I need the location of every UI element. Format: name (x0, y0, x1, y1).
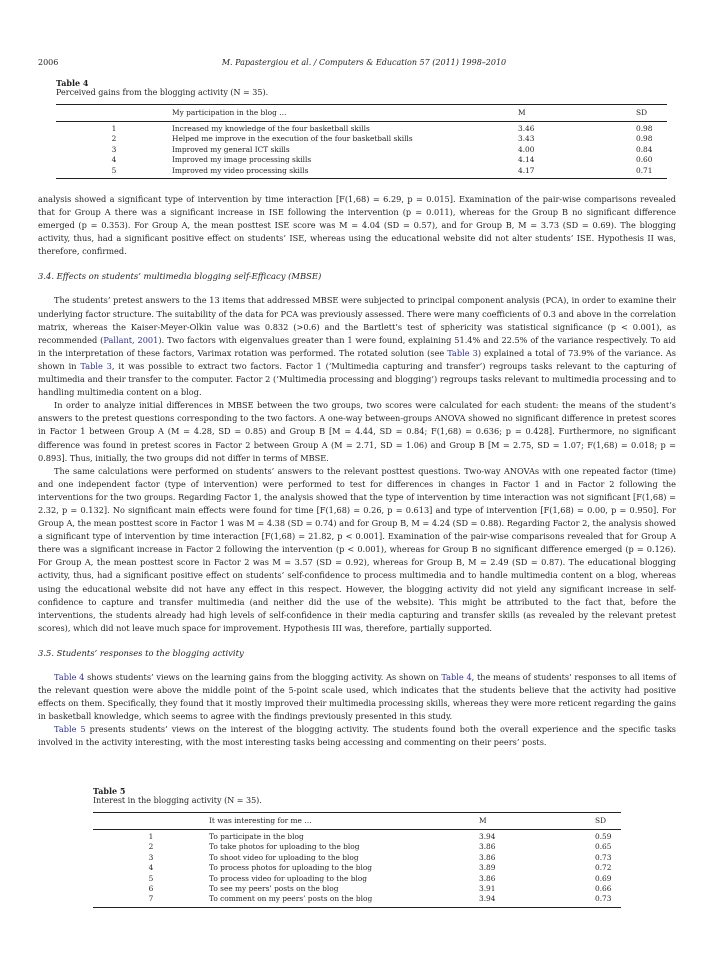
table-cell: 4.00 (518, 144, 535, 154)
table-row (93, 874, 621, 884)
table-cell: 0.65 (595, 842, 612, 852)
table-row (93, 853, 621, 863)
table-cell: 3.86 (479, 873, 496, 883)
table-5-header-cell: SD (595, 813, 621, 830)
table-row (93, 863, 621, 873)
table-cell: 0.73 (595, 894, 621, 907)
table-cell: 3.94 (479, 832, 496, 841)
paragraph-text: ) explained a total of 73.9% of the variance. As shown in (38, 347, 676, 371)
table-cell: 2 (148, 842, 154, 852)
paragraph: In order to analyze initial differences in MBSE between the two groups, two scores were calculated for each student: the means of the student’s answers to the pretest questions corresponding to the two factors. A one-way between-groups ANOVA showed no significant difference in pretest scores in Factor 1 between Group A (M = 4.28, SD = 0.85) and Group B [M = 4.44, SD = 0.84; F(1,68) = 0.636; p = 0.428]. Furthermore, no significant difference was found in pretest scores in Factor 2 between Group A (M = 2.71, SD = 1.06) and Group B [M = 2.75, SD = 1.07; F(1,68) = 0.018; p = 0.893]. Thus, initially, the two groups did not differ in terms of MBSE. (38, 400, 676, 463)
table-cell: To process video for uploading to the blog (209, 873, 367, 883)
table-cell: To see my peers’ posts on the blog (209, 884, 339, 894)
table-row (93, 894, 621, 907)
table-4-caption (56, 78, 667, 98)
table-cell: 0.69 (595, 873, 612, 883)
table-4-grid (56, 104, 667, 179)
journal-reference: M. Papastergiou et al. / Computers & Education 57 (2011) 1998–2010 (221, 58, 507, 67)
table-4-header-cell (56, 105, 172, 122)
table-5 (93, 786, 621, 908)
table-cell: 3 (148, 852, 154, 862)
table-cell: 7 (93, 894, 209, 907)
table-cell: 0.73 (595, 852, 612, 862)
section-heading-3-4: 3.4. Effects on students’ multimedia blogging self-Efficacy (MBSE) (38, 271, 322, 282)
paragraph-text: presents students’ views on the interest of the blogging activity. The students found both the overall experience and the specific tasks involved in the activity interesting, with the most interesting tasks being accessing and commenting on their peers’ posts. (38, 724, 676, 748)
table-cell: 4 (148, 863, 154, 873)
paragraph (38, 294, 676, 399)
table-5-title: Interest in the blogging activity (N = 35). (93, 796, 262, 805)
table-cell: 1 (148, 832, 154, 841)
table-5-header-cell: M (479, 813, 595, 830)
table-4-title: Perceived gains from the blogging activity (N = 35). (56, 88, 269, 97)
table-cell: 0.71 (636, 166, 667, 179)
table-4-header-cell: M (518, 105, 636, 122)
table-row (93, 884, 621, 894)
paragraph (38, 723, 676, 749)
table-5-grid (93, 812, 621, 908)
table-cell: To participate in the blog (209, 832, 304, 841)
table-cell: 4.14 (518, 155, 535, 165)
table-cell: 6 (148, 884, 154, 894)
table-5-caption (93, 786, 621, 806)
table-row (93, 842, 621, 852)
paragraph-text: shows students’ views on the learning gains from the blogging activity. As shown on (84, 671, 442, 682)
table-row (93, 830, 621, 843)
table-cell: To take photos for uploading to the blog (209, 842, 360, 852)
table-3-link[interactable]: Table 3 (80, 360, 112, 371)
table-cell: 3.43 (518, 134, 535, 144)
citation-link[interactable]: Pallant, 2001 (103, 334, 159, 345)
table-4 (56, 78, 667, 179)
table-4-link[interactable]: Table 4 (54, 671, 85, 682)
table-cell: 3 (111, 144, 117, 154)
table-cell: 3.86 (479, 842, 496, 852)
paragraph-text: The students’ pretest answers to the 13 items that addressed MBSE were subjected to principal component analysis (PCA), in order to examine their underlying factor structure. The suitability of the data for PCA was previously assessed. There were many coefficients of 0.3 and above in the correlation matrix, whereas the Kaiser-Meyer-Olkin value was 0.832 (>0.6) and the Bartlett’s test of sphericity was statistical significance (p < 0.001), as recommended ( (38, 295, 676, 345)
table-cell: 3.89 (479, 863, 496, 873)
table-cell: To comment on my peers’ posts on the blog (209, 894, 479, 907)
table-5-label: Table 5 (93, 786, 126, 796)
paragraph-text: ). Two factors with eigenvalues greater than 1 were found, explaining 51.4% and 22.5% of the variance respectively. To aid in the interpretation of these factors, Varimax rotation was performed. The rotated solution (see (38, 334, 676, 358)
table-cell: 0.98 (636, 124, 653, 133)
table-row (56, 145, 667, 155)
section-heading-3-5: 3.5. Students’ responses to the blogging activity (38, 647, 244, 658)
table-4-header-cell: SD (636, 105, 667, 122)
table-cell: 3.94 (479, 894, 595, 907)
table-5-header-cell: It was interesting for me … (209, 813, 479, 830)
table-3-link[interactable]: Table 3 (447, 347, 478, 358)
table-cell: 4.17 (518, 166, 636, 179)
paragraph (38, 671, 676, 723)
table-cell: 4 (111, 155, 117, 165)
table-cell: 3.46 (518, 124, 535, 133)
table-5-header-cell (93, 813, 209, 830)
table-cell: To shoot video for uploading to the blog (209, 852, 359, 862)
table-4-header-cell: My participation in the blog … (172, 105, 518, 122)
table-cell: To process photos for uploading to the blog (209, 863, 373, 873)
table-cell: 5 (56, 166, 172, 179)
table-cell: Improved my video processing skills (172, 166, 518, 179)
table-cell: 0.98 (636, 134, 653, 144)
table-cell: 0.59 (595, 832, 612, 841)
paragraph-text: , it was possible to extract two factors. Factor 1 (‘Multimedia capturing and transfer’) regroups tasks relevant to the capturing of multimedia and their transfer to the computer. Factor 2 (‘Multimedia processing and blogging’) regroups tasks relevant to multimedia processing and to handling multimedia content on a blog. (38, 360, 676, 398)
table-cell: Helped me improve in the execution of the four basketball skills (172, 134, 413, 144)
table-5-header-row (93, 813, 621, 830)
table-cell: 2 (111, 134, 117, 144)
paragraph: The same calculations were performed on students’ answers to the relevant posttest questions. Two-way ANOVAs with one repeated factor (time) and one independent factor (type of intervention) were performed to test for differences in changes in Factor 1 and in Factor 2 following the interventions for the two groups. Regarding Factor 1, the analysis showed that the type of intervention by time interaction was not significant [F(1,68) = 2.32, p = 0.132]. No significant main effects were found for time [F(1,68) = 0.26, p = 0.613] and type of intervention [F(1,68) = 0.00, p = 0.950]. For Group A, the mean posttest score in Factor 1 was M = 4.38 (SD = 0.74) and for Group B, M = 4.24 (SD = 0.88). Regarding Factor 2, the analysis showed a significant type of intervention by time interaction [F(1,68) = 21.82, p < 0.001]. Examination of the pair-wise comparisons revealed that for Group A there was a significant increase in Factor 2 following the intervention (p < 0.001), whereas for Group B no significant difference emerged (p = 0.126). For Group A, the mean posttest score in Factor 2 was M = 3.57 (SD = 0.92), whereas for Group B, M = 2.49 (SD = 0.87). The educational blogging activity, thus, had a significant positive effect on students’ self-confidence to process multimedia and to handle multimedia content on a blog, whereas using the educational website did not have any effect in this respect. However, the blogging activity did not yield any significant increase in self-confidence to capture and transfer multimedia (and neither did the use of the website). This might be attributed to the fact that, before the interventions, the students already had high levels of self-confidence in their media capturing and transfer skills (as revealed by the relevant pretest scores), which did not leave much space for improvement. Hypothesis III was, therefore, partially supported. (38, 465, 676, 633)
table-4-label: Table 4 (56, 78, 89, 88)
table-cell: 0.60 (636, 155, 653, 165)
table-cell: Improved my general ICT skills (172, 144, 290, 154)
table-5-link[interactable]: Table 5 (54, 724, 86, 735)
table-4-header-row (56, 105, 667, 122)
table-row (56, 166, 667, 179)
table-4-link[interactable]: Table 4 (441, 671, 472, 682)
table-cell: 0.66 (595, 884, 612, 894)
table-cell: 3.91 (479, 884, 496, 894)
table-cell: Increased my knowledge of the four basketball skills (172, 124, 370, 133)
table-row (56, 122, 667, 135)
paragraph-text: , the means of students’ responses to all items of the relevant question were above the middle point of the 5-point scale used, which indicates that the students believe that the activity had positive effects on them. Specifically, they found that it mostly improved their multimedia processing skills, whereas they were more reticent regarding the gains in basketball knowledge, which seems to agree with the findings previously presented in this study. (38, 671, 676, 722)
table-row (56, 155, 667, 165)
running-header (38, 58, 690, 70)
table-cell: 5 (148, 873, 154, 883)
table-cell: 1 (111, 124, 117, 133)
table-cell: 0.72 (595, 863, 612, 873)
article-body (38, 193, 676, 749)
table-cell: 0.84 (636, 144, 653, 154)
table-row (56, 134, 667, 144)
paragraph: analysis showed a significant type of intervention by time interaction [F(1,68) = 6.29, p = 0.015]. Examination of the pair-wise comparisons revealed that for Group A there was a significant increase in ISE following the intervention (p = 0.011), whereas for the Group B no significant difference emerged (p = 0.353). For Group A, the mean posttest ISE score was M = 4.04 (SD = 0.57), and for Group B, M = 3.73 (SD = 0.69). The blogging activity, thus, had a significant positive effect on students’ ISE, whereas using the educational website did not alter students’ ISE. Hypothesis II was, therefore, confirmed. (38, 194, 676, 257)
table-cell: 3.86 (479, 852, 496, 862)
page-number: 2006 (38, 58, 59, 67)
table-cell: Improved my image processing skills (172, 155, 312, 165)
